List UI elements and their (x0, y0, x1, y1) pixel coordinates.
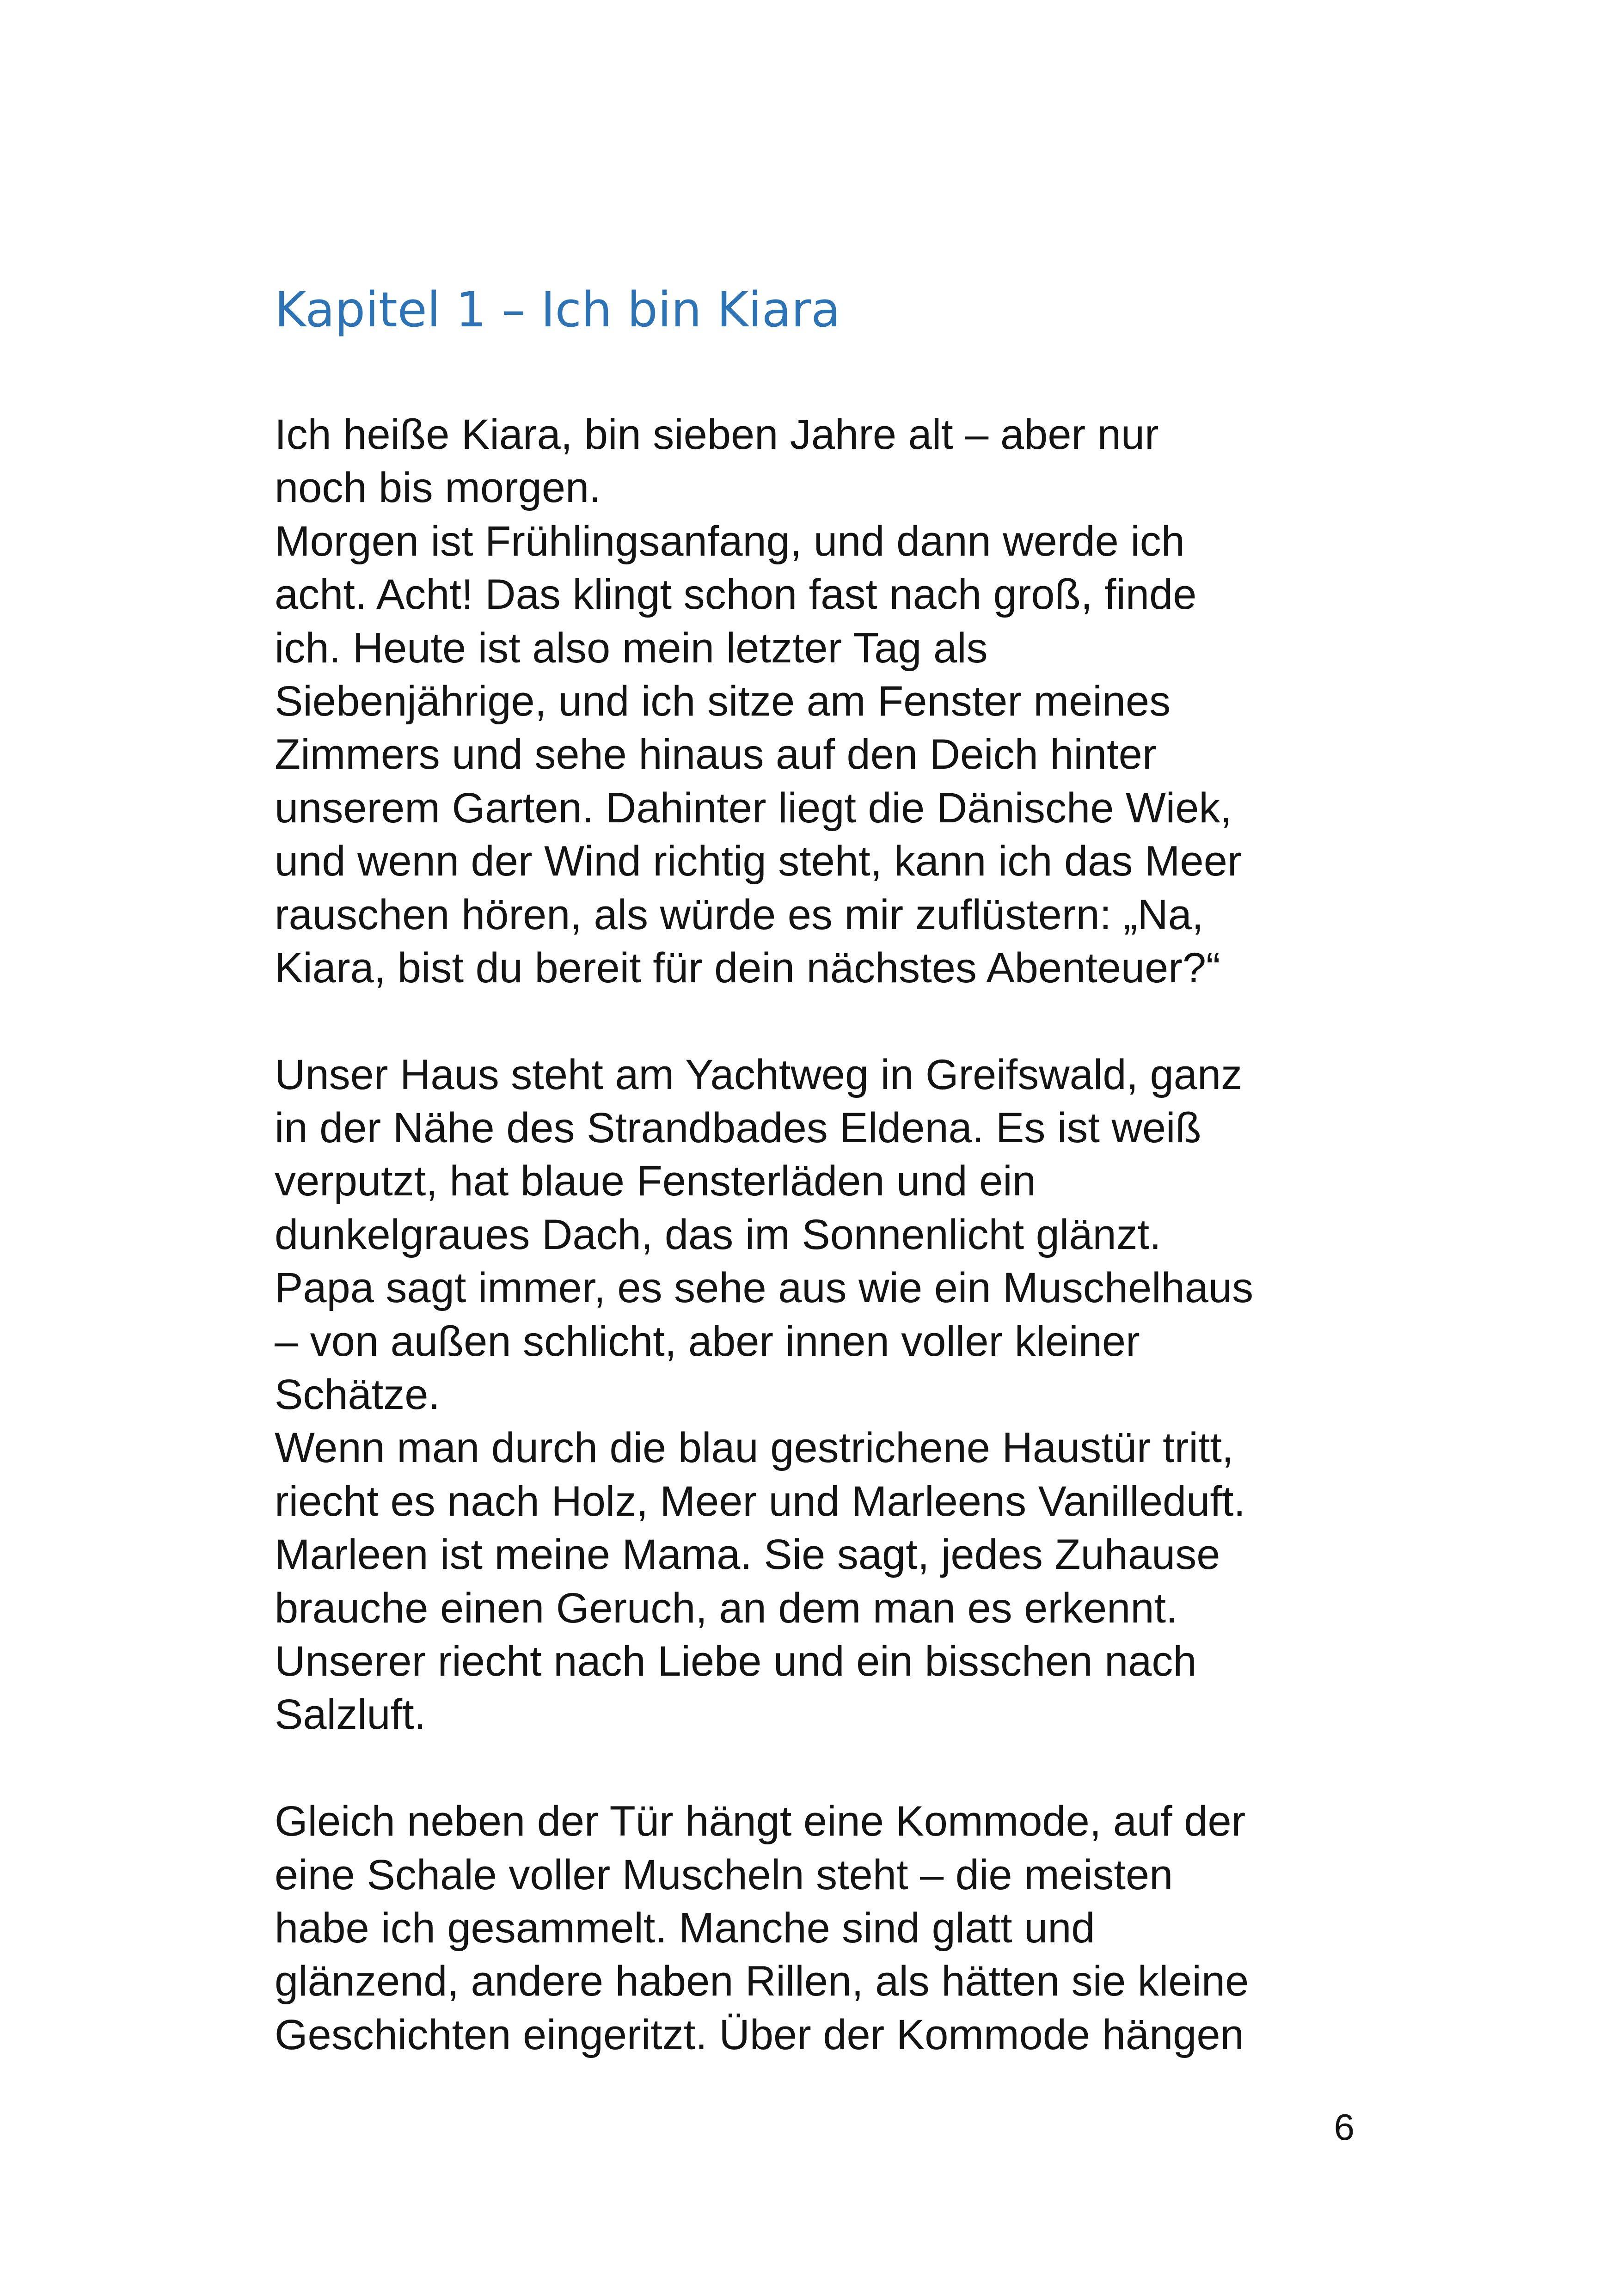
chapter-title: Kapitel 1 – Ich bin Kiara (275, 282, 841, 338)
text-line: Marleen ist meine Mama. Sie sagt, jedes Zuhause (275, 1531, 1220, 1579)
text-line: habe ich gesammelt. Manche sind glatt und (275, 1904, 1095, 1952)
text-line: glänzend, andere haben Rillen, als hätten sie kleine (275, 1958, 1249, 2005)
text-line: rauschen hören, als würde es mir zuflüstern: „Na, (275, 891, 1204, 938)
paragraph-spacer (275, 995, 1393, 1048)
text-line: Wenn man durch die blau gestrichene Haustür tritt, (275, 1424, 1234, 1472)
text-line: Unser Haus steht am Yachtweg in Greifswald, ganz (275, 1051, 1243, 1098)
text-line: in der Nähe des Strandbades Eldena. Es ist weiß (275, 1104, 1201, 1152)
text-line: Papa sagt immer, es sehe aus wie ein Muschelhaus (275, 1264, 1254, 1312)
text-line: Geschichten eingeritzt. Über der Kommode hängen (275, 2011, 1244, 2058)
text-line: noch bis morgen. (275, 464, 601, 512)
text-line: Salzluft. (275, 1691, 426, 1739)
text-line: ich. Heute ist also mein letzter Tag als (275, 624, 988, 672)
text-line: Kiara, bist du bereit für dein nächstes Abenteuer?“ (275, 944, 1220, 992)
text-line: riecht es nach Holz, Meer und Marleens Vanilleduft. (275, 1477, 1246, 1525)
text-line: brauche einen Geruch, an dem man es erkennt. (275, 1584, 1178, 1632)
text-line: acht. Acht! Das klingt schon fast nach groß, finde (275, 571, 1197, 618)
page-number: 6 (1334, 2106, 1354, 2148)
text-line: und wenn der Wind richtig steht, kann ich das Meer (275, 838, 1242, 885)
text-line: Siebenjährige, und ich sitze am Fenster meines (275, 677, 1171, 725)
text-line: Unserer riecht nach Liebe und ein bisschen nach (275, 1637, 1197, 1685)
text-line: eine Schale voller Muscheln steht – die meisten (275, 1851, 1173, 1898)
paragraph-spacer (275, 1742, 1393, 1795)
text-line: unserem Garten. Dahinter liegt die Dänische Wiek, (275, 784, 1232, 832)
text-line: verputzt, hat blaue Fensterläden und ein (275, 1157, 1036, 1205)
text-line: dunkelgraues Dach, das im Sonnenlicht glänzt. (275, 1211, 1161, 1258)
text-line: Ich heiße Kiara, bin sieben Jahre alt – aber nur (275, 411, 1159, 458)
text-line: Morgen ist Frühlingsanfang, und dann werde ich (275, 517, 1185, 565)
text-line: – von außen schlicht, aber innen voller kleiner (275, 1317, 1140, 1365)
body-text (275, 408, 1393, 2062)
text-line: Schätze. (275, 1371, 440, 1419)
text-line: Zimmers und sehe hinaus auf den Deich hinter (275, 731, 1157, 778)
text-line: Gleich neben der Tür hängt eine Kommode, auf der (275, 1798, 1246, 1845)
